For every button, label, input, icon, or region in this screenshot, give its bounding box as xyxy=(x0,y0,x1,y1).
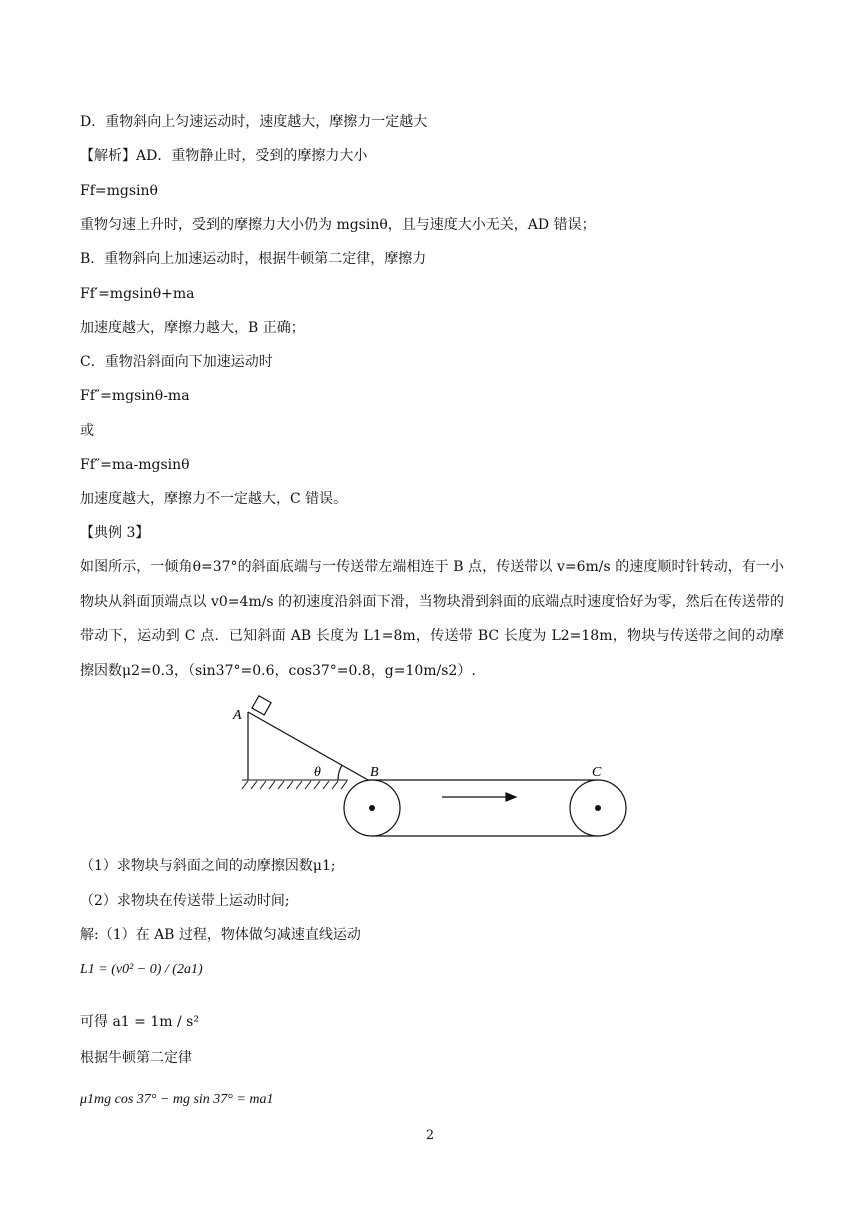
conclusion-b: 加速度越大，摩擦力越大，B 正确； xyxy=(80,320,305,336)
pulley-b-axle xyxy=(369,805,375,811)
solution-intro: 解:（1）在 AB 过程，物体做匀减速直线运动 xyxy=(80,927,361,943)
equation-a1: 可得 a1 = 1m / s² xyxy=(80,1014,199,1030)
page-number: 2 xyxy=(425,1128,435,1143)
analysis-ad: 重物匀速上升时，受到的摩擦力大小仍为 mgsinθ，且与速度大小无关，AD 错误； xyxy=(80,217,596,233)
problem-statement: 如图所示，一倾角θ=37°的斜面底端与一传送带左端相连于 B 点，传送带以 v=6m/s 的速度顺时针转动，有一小物块从斜面顶端点以 v0=4m/s 的初速度沿斜面下滑，当物块滑到斜面的底端点时速度恰好为零，然后在传送带的带动下，运动到 C 点．已知斜面 AB 长度为 L1=8m，传送带 BC 长度为 L2=18m，物块与传送带之间的动摩擦因数μ2=0.3，（sin37°=0.6，cos37°=0.8，g=10m/s2）. xyxy=(80,559,784,679)
question-2: （2）求物块在传送带上运动时间; xyxy=(80,893,290,909)
label-c: C xyxy=(592,765,602,780)
direction-arrow xyxy=(442,793,516,801)
incline xyxy=(248,712,368,780)
ground-hatching xyxy=(242,780,348,789)
label-b: B xyxy=(370,765,379,780)
conclusion-c: 加速度越大，摩擦力不一定越大，C 错误。 xyxy=(80,491,348,507)
or-word: 或 xyxy=(80,423,94,439)
label-theta: θ xyxy=(314,765,321,780)
conveyor-belt xyxy=(344,780,626,836)
analysis-c: C．重物沿斜面向下加速运动时 xyxy=(80,354,273,370)
formula-friction-c2: Ff″=ma-mgsinθ xyxy=(80,457,190,473)
pulley-c-axle xyxy=(595,805,601,811)
incline-conveyor-figure xyxy=(230,690,640,840)
newton-intro: 根据牛顿第二定律 xyxy=(80,1050,192,1066)
block-on-incline xyxy=(252,696,271,715)
formula-friction-c1: Ff″=mgsinθ-ma xyxy=(80,388,190,404)
example-heading: 【典例 3】 xyxy=(80,525,150,541)
question-1: （1）求物块与斜面之间的动摩擦因数μ1; xyxy=(80,858,336,874)
analysis-b: B．重物斜向上加速运动时，根据牛顿第二定律，摩擦力 xyxy=(80,251,427,267)
formula-friction-b: Ff′=mgsinθ+ma xyxy=(80,286,195,302)
equation-l1: L1 = (v0² − 0) / (2a1) xyxy=(80,962,203,977)
option-d: D．重物斜向上匀速运动时，速度越大，摩擦力一定越大 xyxy=(80,114,428,130)
analysis-intro: 【解析】AD．重物静止时，受到的摩擦力大小 xyxy=(80,148,368,164)
label-a: A xyxy=(233,708,242,723)
equation-newton: μ1mg cos 37° − mg sin 37° = ma1 xyxy=(80,1092,274,1107)
formula-static-friction: Ff=mgsinθ xyxy=(80,183,158,199)
